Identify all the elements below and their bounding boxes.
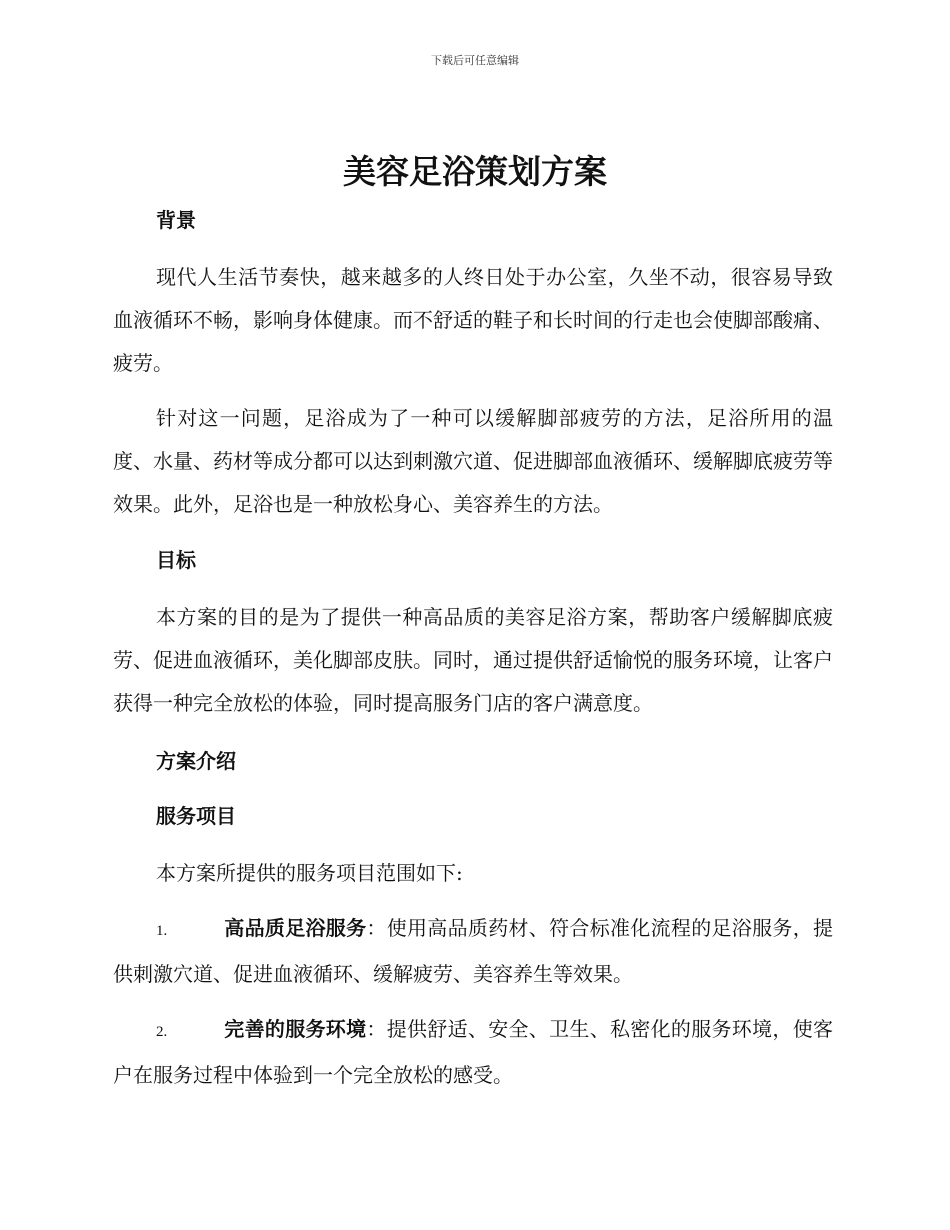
- document-title: 美容足浴策划方案: [343, 152, 607, 191]
- service-item-text: ：提供舒适、安全、卫生、私密化的服务环境，使客户在服务过程中体验到一个完全放松的感受。: [113, 1017, 834, 1087]
- page-header: 下载后可任意编辑: [431, 54, 519, 67]
- section-heading-background: 背景: [156, 208, 196, 232]
- service-item-text: ：使用高品质药材、符合标准化流程的足浴服务，提供刺激穴道、促进血液循环、缓解疲劳、美容养生等效果。: [113, 916, 834, 986]
- section-heading-services: 服务项目: [156, 804, 236, 828]
- service-item-label: 高品质足浴服务: [224, 916, 367, 940]
- service-item-2: [113, 1008, 833, 1097]
- services-intro: 本方案所提供的服务项目范围如下:: [156, 861, 463, 885]
- goal-paragraph: 本方案的目的是为了提供一种高品质的美容足浴方案，帮助客户缓解脚底疲劳、促进血液循环，美化脚部皮肤。同时，通过提供舒适愉悦的服务环境，让客户获得一种完全放松的体验，同时提高服务门店的客户满意度。: [113, 605, 833, 715]
- document-body: [113, 202, 833, 1097]
- background-paragraph-2: 针对这一问题，足浴成为了一种可以缓解脚部疲劳的方法，足浴所用的温度、水量、药材等成分都可以达到刺激穴道、促进脚部血液循环、缓解脚底疲劳等效果。此外，足浴也是一种放松身心、美容养生的方法。: [113, 406, 833, 516]
- background-paragraph-1: 现代人生活节奏快，越来越多的人终日处于办公室，久坐不动，很容易导致血液循环不畅，影响身体健康。而不舒适的鞋子和长时间的行走也会使脚部酸痛、疲劳。: [113, 265, 833, 375]
- section-heading-goal: 目标: [156, 548, 196, 572]
- service-item-label: 完善的服务环境: [224, 1017, 367, 1041]
- list-number: 2.: [156, 1024, 168, 1040]
- service-item-1: [113, 907, 833, 996]
- section-heading-plan: 方案介绍: [156, 749, 236, 773]
- list-number: 1.: [156, 923, 168, 939]
